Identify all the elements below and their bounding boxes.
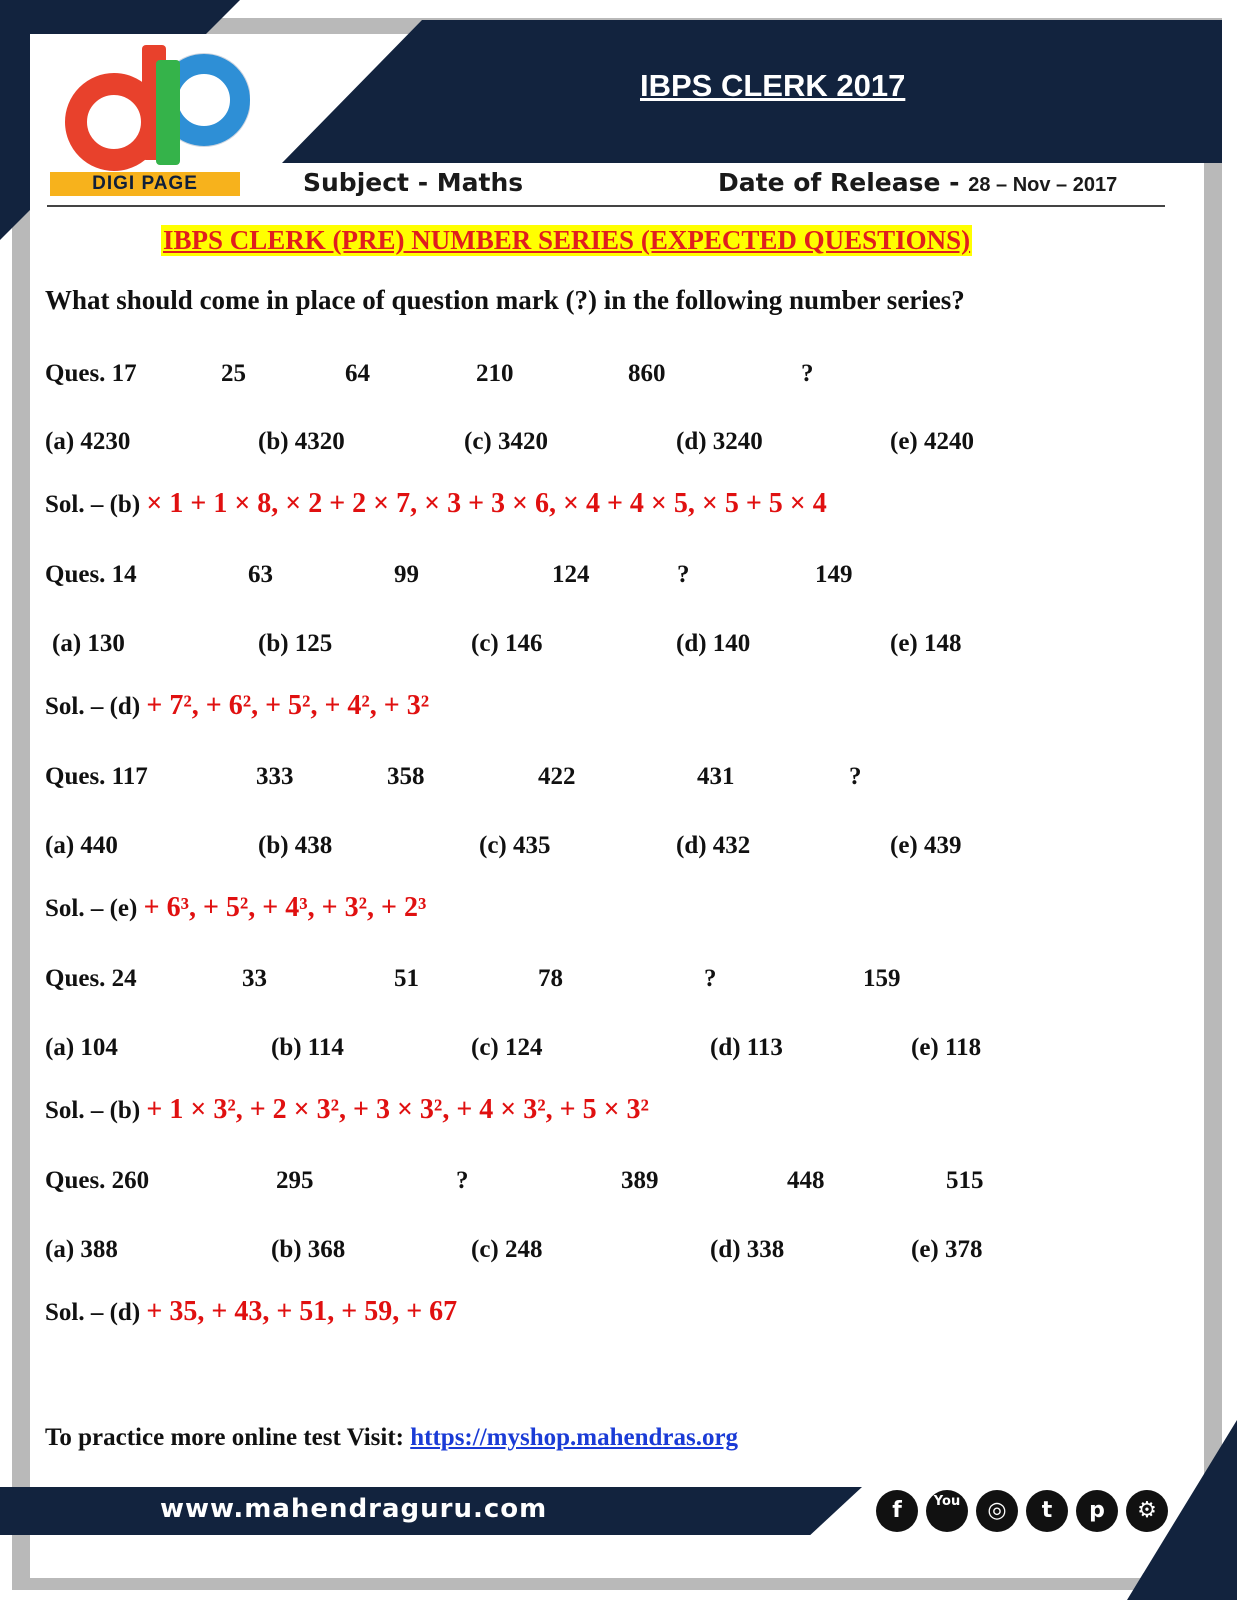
question-term: ?	[801, 360, 814, 387]
solution-line	[45, 1296, 457, 1328]
question-term: Ques. 14	[45, 561, 137, 588]
question-term: 51	[394, 965, 419, 992]
youtube-icon[interactable]: You	[926, 1490, 968, 1532]
question-term: 295	[276, 1167, 314, 1194]
header-divider	[47, 205, 1165, 207]
question-term: 448	[787, 1167, 825, 1194]
question-term: 124	[552, 561, 590, 588]
question-term: ?	[849, 763, 862, 790]
practice-link[interactable]: https://myshop.mahendras.org	[410, 1424, 739, 1451]
answer-option: (e) 4240	[890, 428, 974, 455]
question-term: 431	[697, 763, 735, 790]
answer-option: (d) 432	[676, 832, 751, 859]
answer-option: (b) 438	[258, 832, 333, 859]
solution-text: + 35, + 43, + 51, + 59, + 67	[146, 1296, 458, 1327]
solution-label: Sol. – (d)	[45, 693, 141, 720]
answer-option: (c) 435	[479, 832, 551, 859]
logo-text: DIGI PAGE	[50, 172, 240, 196]
practice-label: To practice more online test Visit:	[45, 1424, 411, 1451]
android-icon[interactable]: ⚙	[1126, 1490, 1168, 1532]
answer-option: (e) 148	[890, 630, 962, 657]
footer-website[interactable]: www.mahendraguru.com	[160, 1494, 548, 1524]
answer-option: (a) 440	[45, 832, 118, 859]
page-title: IBPS CLERK 2017	[640, 68, 906, 103]
solution-line	[45, 690, 429, 722]
question-term: Ques. 17	[45, 360, 137, 387]
question-term: 210	[476, 360, 514, 387]
question-term: ?	[456, 1167, 469, 1194]
answer-option: (a) 130	[52, 630, 125, 657]
release-date: 28 – Nov – 2017	[968, 174, 1118, 196]
answer-option: (c) 146	[471, 630, 543, 657]
question-term: 422	[538, 763, 576, 790]
solution-line	[45, 892, 426, 924]
answer-option: (a) 4230	[45, 428, 131, 455]
solution-text: × 1 + 1 × 8, × 2 + 2 × 7, × 3 + 3 × 6, × 4 + 4 × 5, × 5 + 5 × 4	[146, 488, 827, 519]
facebook-icon[interactable]: f	[876, 1490, 918, 1532]
solution-label: Sol. – (b)	[45, 1097, 141, 1124]
answer-option: (a) 388	[45, 1236, 118, 1263]
solution-line	[45, 488, 827, 520]
answer-option: (b) 125	[258, 630, 333, 657]
answer-option: (a) 104	[45, 1034, 118, 1061]
answer-option: (d) 338	[710, 1236, 785, 1263]
question-term: ?	[677, 561, 690, 588]
question-term: ?	[704, 965, 717, 992]
question-term: 860	[628, 360, 666, 387]
instagram-icon[interactable]: ◎	[976, 1490, 1018, 1532]
question-term: Ques. 260	[45, 1167, 150, 1194]
question-term: 515	[946, 1167, 984, 1194]
question-term: 25	[221, 360, 246, 387]
answer-option: (d) 3240	[676, 428, 763, 455]
solution-label: Sol. – (b)	[45, 491, 141, 518]
question-term: 159	[863, 965, 901, 992]
question-term: 389	[621, 1167, 659, 1194]
answer-option: (b) 368	[271, 1236, 346, 1263]
answer-option: (e) 378	[911, 1236, 983, 1263]
release-date-label	[718, 168, 1117, 197]
answer-option: (e) 118	[911, 1034, 982, 1061]
solution-label: Sol. – (e)	[45, 895, 138, 922]
solution-text: + 7², + 6², + 5², + 4², + 3²	[146, 690, 430, 721]
question-term: 149	[815, 561, 853, 588]
question-term: Ques. 117	[45, 763, 148, 790]
question-term: 63	[248, 561, 273, 588]
solution-text: + 1 × 3², + 2 × 3², + 3 × 3², + 4 × 3², + 5 × 3²	[146, 1094, 649, 1125]
question-term: Ques. 24	[45, 965, 137, 992]
answer-option: (b) 4320	[258, 428, 345, 455]
answer-option: (c) 124	[471, 1034, 543, 1061]
answer-option: (c) 3420	[464, 428, 548, 455]
question-term: 64	[345, 360, 370, 387]
answer-option: (c) 248	[471, 1236, 543, 1263]
subject-label: Subject - Maths	[303, 168, 524, 197]
answer-option: (b) 114	[271, 1034, 344, 1061]
release-label: Date of Release -	[718, 168, 969, 197]
twitter-icon[interactable]: t	[1026, 1490, 1068, 1532]
answer-option: (e) 439	[890, 832, 962, 859]
question-term: 33	[242, 965, 267, 992]
pinterest-icon[interactable]: p	[1076, 1490, 1118, 1532]
question-term: 78	[538, 965, 563, 992]
instruction-text: What should come in place of question mark (?) in the following number series?	[45, 285, 965, 315]
document-title: IBPS CLERK (PRE) NUMBER SERIES (EXPECTED QUESTIONS)	[163, 225, 971, 255]
solution-label: Sol. – (d)	[45, 1299, 141, 1326]
question-term: 333	[256, 763, 294, 790]
practice-line	[45, 1424, 738, 1452]
solution-line	[45, 1094, 649, 1126]
question-term: 99	[394, 561, 419, 588]
page-body	[30, 34, 1204, 1578]
answer-option: (d) 113	[710, 1034, 783, 1061]
question-term: 358	[387, 763, 425, 790]
solution-text: + 6³, + 5², + 4³, + 3², + 2³	[143, 892, 427, 923]
answer-option: (d) 140	[676, 630, 751, 657]
